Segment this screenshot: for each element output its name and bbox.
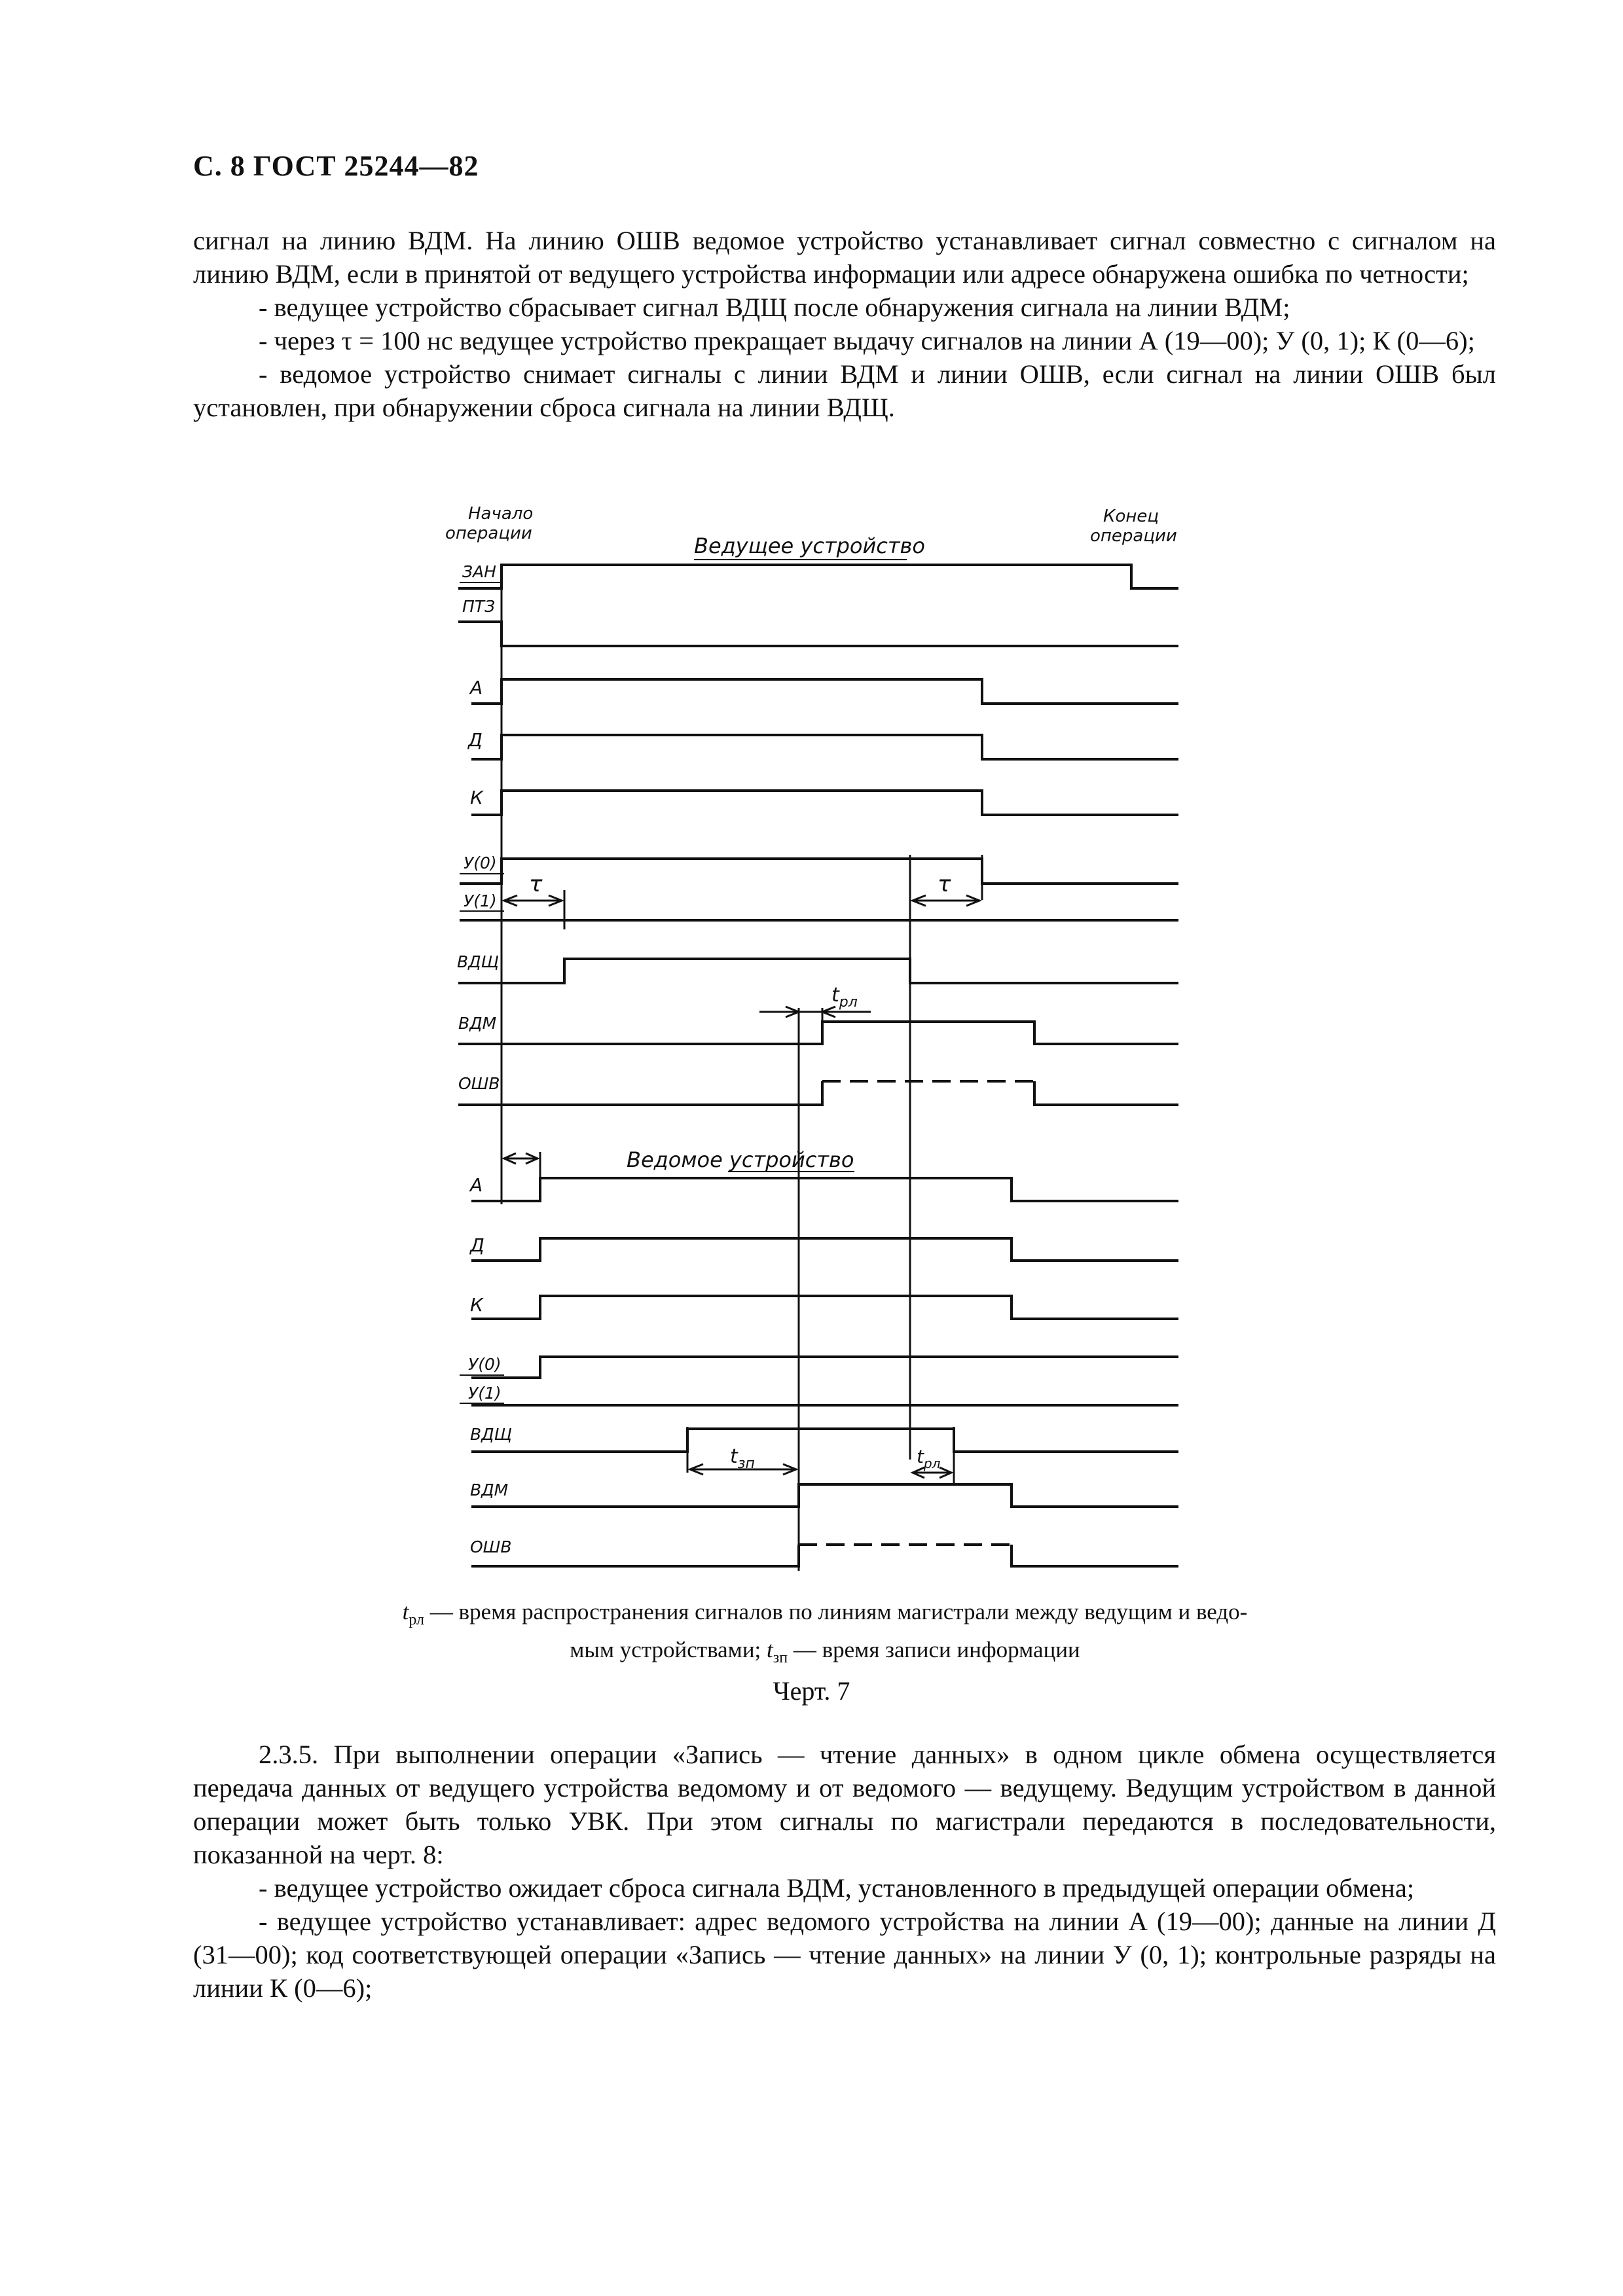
slave-label-u1: У(1) [468, 1384, 501, 1403]
wave-a [471, 679, 1178, 704]
slave-wave-oshv [471, 1545, 1178, 1566]
wave-oshv [458, 1081, 1178, 1105]
signal-label-k: К [470, 787, 483, 808]
signal-label-d: Д [468, 729, 483, 751]
slave-label-oshv: ОШВ [470, 1537, 512, 1556]
wave-zan [458, 565, 1178, 588]
paragraph: 2.3.5. При выполнении операции «Запись — чтение данных» в одном цикле обмена осуществляется передача данных от ведущего устройства ведомому и от ведомого — ведущему. Ведущим устройством в данной операции может быть только УВК. При этом сигналы по магистрали передаются в последовательности, показанной на черт. 8: [193, 1740, 1496, 1869]
wave-vdm [458, 1022, 1178, 1044]
figure-caption: $t_{рл}$ — время распространения сигналов по линиям магистрали между ведущим и ведо- мым устройствами; $t_{зп}$ — время записи информации [402, 1599, 1248, 1666]
signal-label-zan: ЗАН [462, 562, 496, 581]
paragraph: - ведущее устройство сбрасывает сигнал ВДЩ после обнаружения сигнала на линии ВДМ; [259, 293, 1290, 322]
signal-label-u1: У(1) [464, 891, 497, 910]
slave-label-u0: У(0) [468, 1355, 501, 1374]
signal-label-vdm: ВДМ [458, 1014, 497, 1033]
paragraph: - ведущее устройство ожидает сброса сигнала ВДМ, установленного в предыдущей операции обмена; [259, 1873, 1415, 1903]
wave-u [460, 859, 1178, 920]
signal-label-vdsch: ВДЩ [457, 952, 500, 971]
paragraph: - через τ = 100 нс ведущее устройство прекращает выдачу сигналов на линии А (19—00); У (0, 1); К (0—6); [259, 326, 1475, 355]
slave-wave-d [471, 1238, 1178, 1261]
wave-ptz [458, 622, 1178, 646]
slave-label-vdsch: ВДЩ [470, 1425, 513, 1444]
slave-label-vdm: ВДМ [470, 1480, 509, 1499]
wave-vdsch [458, 959, 1178, 983]
wave-d [471, 735, 1178, 759]
signal-label-oshv: ОШВ [458, 1074, 500, 1093]
start-label: Начало [468, 504, 534, 524]
start-label: операции [445, 524, 532, 543]
paragraph: - ведомое устройство снимает сигналы с линии ВДМ и линии ОШВ, если сигнал на линии ОШВ был установлен, при обнаружении сброса сигнала на линии ВДЩ. [193, 359, 1496, 422]
trl-label: $t_{рл}$ [831, 984, 858, 1011]
signal-label-a: А [470, 677, 483, 698]
text-block-top [193, 224, 1496, 424]
trl-label: $t_{рл}$ [917, 1446, 941, 1471]
paragraph: - ведущее устройство устанавливает: адрес ведомого устройства на линии А (19—00); данные на линии Д (31—00); код соответствующей операции «Запись — чтение данных» на линии У (0, 1); контрольные разряды на линии К (0—6); [193, 1907, 1496, 2003]
slave-wave-vdm [471, 1484, 1178, 1507]
timing-diagram [419, 497, 1205, 1584]
slave-label-k: К [470, 1294, 483, 1316]
slave-wave-vdsch [471, 1429, 1178, 1452]
master-title: Ведущее устройство [694, 533, 925, 558]
figure-title: Черт. 7 [773, 1676, 850, 1706]
slave-wave-a [471, 1178, 1178, 1201]
tau-label: τ [938, 871, 951, 897]
dim-slave-a [504, 1153, 538, 1164]
slave-label-d: Д [470, 1234, 484, 1256]
slave-wave-u [471, 1357, 1178, 1405]
tau-label: τ [529, 871, 543, 897]
end-label: операции [1090, 526, 1177, 546]
wave-k [471, 791, 1178, 815]
slave-label-a: А [470, 1174, 483, 1196]
tzp-label: $t_{зп}$ [730, 1445, 755, 1472]
slave-title: Ведомое устройство [627, 1147, 854, 1172]
end-label: Конец [1103, 507, 1159, 526]
text-block-bottom [193, 1738, 1496, 2005]
signal-label-ptz: ПТЗ [462, 597, 496, 616]
slave-wave-k [471, 1296, 1178, 1319]
paragraph: сигнал на линию ВДМ. На линию ОШВ ведомое устройство устанавливает сигнал совместно с сигналом на линию ВДМ, если в принятой от ведущего устройства информации или адресе обнаружена ошибка по четности; [193, 226, 1496, 289]
page-header: С. 8 ГОСТ 25244—82 [193, 150, 479, 182]
signal-label-u0: У(0) [464, 853, 497, 872]
